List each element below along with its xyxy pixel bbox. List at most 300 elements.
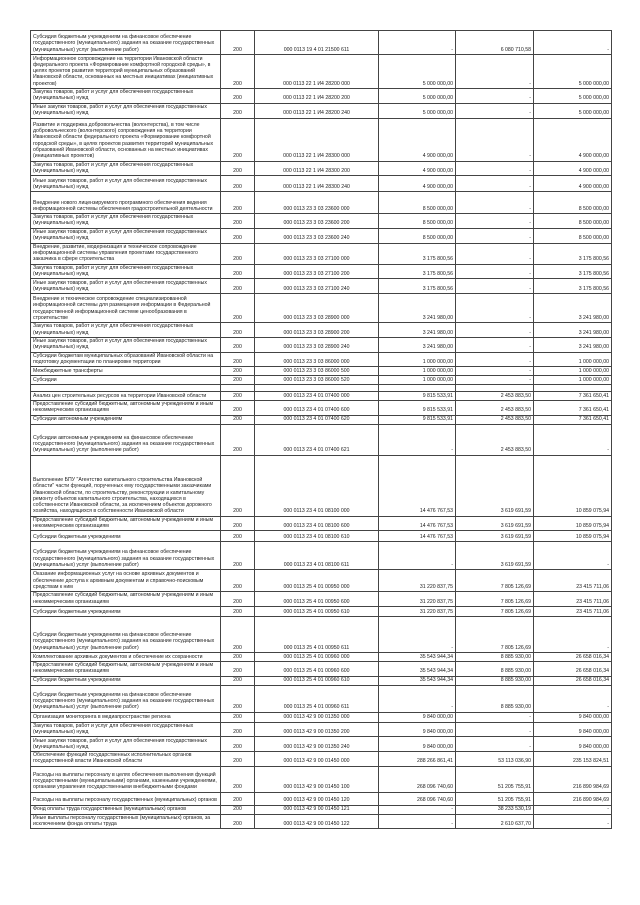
row-approved-cell: - — [379, 805, 456, 814]
row-code-cell: 200 — [221, 89, 255, 104]
table-row — [31, 89, 612, 104]
row-kbk-cell: 000 0113 23 3 03 28900 240 — [255, 337, 379, 352]
row-approved-cell: 3 175 800,56 — [379, 279, 456, 294]
row-kbk-cell: 000 0113 25 4 01 00950 600 — [255, 592, 379, 607]
row-unexecuted-cell: - — [534, 616, 612, 652]
row-unexecuted-cell: 7 361 650,41 — [534, 415, 612, 424]
row-kbk-cell: 000 0113 23 4 01 08100 611 — [255, 542, 379, 570]
row-unexecuted-cell: - — [534, 805, 612, 814]
row-executed-cell: 2 453 883,50 — [456, 424, 534, 455]
row-approved-cell: 268 096 740,60 — [379, 792, 456, 805]
row-name-cell: Иные закупки товаров, работ и услуг для обеспечения государственных (муниципальных) нужд — [31, 103, 221, 118]
row-code-cell: 200 — [221, 712, 255, 722]
row-executed-cell: 6 080 710,58 — [456, 31, 534, 55]
row-executed-cell: 2 453 883,50 — [456, 392, 534, 401]
row-name-cell: Закупка товаров, работ и услуг для обеспечения государственных (муниципальных) нужд — [31, 89, 221, 104]
row-code-cell: 200 — [221, 766, 255, 792]
row-approved-cell: 8 500 000,00 — [379, 228, 456, 243]
row-executed-cell: - — [456, 176, 534, 192]
row-kbk-cell: 000 0113 25 4 01 00960 610 — [255, 676, 379, 685]
row-approved-cell: 31 220 837,75 — [379, 570, 456, 592]
row-kbk-cell: 000 0113 23 4 01 08100 600 — [255, 516, 379, 531]
row-executed-cell: - — [456, 89, 534, 104]
row-unexecuted-cell: 9 840 000,00 — [534, 712, 612, 722]
row-code-cell: 200 — [221, 323, 255, 338]
row-executed-cell: - — [456, 323, 534, 338]
row-kbk-cell: 000 0113 25 4 01 00960 611 — [255, 685, 379, 712]
table-row — [31, 392, 612, 401]
table-row — [31, 592, 612, 607]
table-row — [31, 118, 612, 161]
row-name-cell: Закупка товаров, работ и услуг для обеспечения государственных (муниципальных) нужд — [31, 161, 221, 176]
row-name-cell — [31, 385, 221, 392]
row-executed-cell: 51 205 755,91 — [456, 792, 534, 805]
row-name-cell: Субсидии бюджетным учреждениям — [31, 676, 221, 685]
table-row — [31, 531, 612, 542]
row-approved-cell: - — [379, 616, 456, 652]
row-code-cell: 200 — [221, 294, 255, 323]
row-kbk-cell: 000 0113 23 3 03 27100 240 — [255, 279, 379, 294]
row-code-cell: 200 — [221, 455, 255, 516]
row-kbk-cell: 000 0113 22 1 И4 28300 000 — [255, 118, 379, 161]
row-unexecuted-cell: 26 658 016,34 — [534, 676, 612, 685]
row-approved-cell: 268 096 740,60 — [379, 766, 456, 792]
row-name-cell: Субсидии бюджетам муниципальных образований Ивановской области на подготовку документации по планировке территории — [31, 352, 221, 367]
row-unexecuted-cell: - — [534, 685, 612, 712]
row-approved-cell: 14 476 767,53 — [379, 455, 456, 516]
row-unexecuted-cell: 1 000 000,00 — [534, 367, 612, 376]
row-kbk-cell: 000 0113 23 4 01 08100 610 — [255, 531, 379, 542]
row-unexecuted-cell — [534, 385, 612, 392]
row-name-cell: Предоставление субсидий бюджетным, автономным учреждениям и иным некоммерческим организациям — [31, 401, 221, 416]
row-code-cell: 200 — [221, 661, 255, 676]
table-row — [31, 214, 612, 229]
budget-table-body — [31, 31, 612, 829]
row-name-cell: Иные закупки товаров, работ и услуг для обеспечения государственных (муниципальных) нужд — [31, 337, 221, 352]
row-name-cell: Предоставление субсидий бюджетным, автономным учреждениям и иным некоммерческим организациям — [31, 516, 221, 531]
row-code-cell: 200 — [221, 616, 255, 652]
row-name-cell: Закупка товаров, работ и услуг для обеспечения государственных (муниципальных) нужд — [31, 214, 221, 229]
row-kbk-cell: 000 0113 22 1 И4 28200 200 — [255, 89, 379, 104]
table-row — [31, 792, 612, 805]
row-executed-cell — [456, 385, 534, 392]
row-approved-cell: 35 543 944,34 — [379, 652, 456, 661]
row-executed-cell: 3 619 691,59 — [456, 542, 534, 570]
row-approved-cell: 9 815 533,91 — [379, 415, 456, 424]
row-executed-cell: - — [456, 294, 534, 323]
row-unexecuted-cell: - — [534, 424, 612, 455]
table-row — [31, 737, 612, 752]
row-executed-cell: - — [456, 192, 534, 214]
row-unexecuted-cell: 9 840 000,00 — [534, 737, 612, 752]
row-approved-cell: 1 000 000,00 — [379, 367, 456, 376]
row-code-cell: 200 — [221, 792, 255, 805]
row-approved-cell: 8 500 000,00 — [379, 214, 456, 229]
table-row — [31, 367, 612, 376]
row-code-cell: 200 — [221, 392, 255, 401]
row-approved-cell: 3 175 800,56 — [379, 243, 456, 264]
table-row — [31, 31, 612, 55]
table-row — [31, 652, 612, 661]
row-code-cell: 200 — [221, 118, 255, 161]
table-row — [31, 294, 612, 323]
row-name-cell: Иные выплаты персоналу государственных (муниципальных) органов, за исключением фонда оплаты труда — [31, 814, 221, 829]
row-kbk-cell: 000 0113 23 4 01 08100 000 — [255, 455, 379, 516]
row-code-cell: 200 — [221, 279, 255, 294]
row-kbk-cell: 000 0113 23 3 03 27100 000 — [255, 243, 379, 264]
table-row — [31, 516, 612, 531]
row-approved-cell: 31 220 837,75 — [379, 606, 456, 616]
row-name-cell: Организация мониторинга в медиапространстве региона — [31, 712, 221, 722]
table-row — [31, 376, 612, 385]
row-code-cell: 200 — [221, 531, 255, 542]
row-approved-cell: 9 840 000,00 — [379, 712, 456, 722]
row-executed-cell: 7 805 126,69 — [456, 592, 534, 607]
row-name-cell: Субсидии бюджетным учреждениям — [31, 531, 221, 542]
row-code-cell: 200 — [221, 685, 255, 712]
table-row — [31, 401, 612, 416]
table-row — [31, 55, 612, 89]
row-code-cell: 200 — [221, 243, 255, 264]
table-row — [31, 805, 612, 814]
row-code-cell: 200 — [221, 176, 255, 192]
table-row — [31, 676, 612, 685]
row-code-cell: 200 — [221, 722, 255, 737]
row-kbk-cell: 000 0113 25 4 01 00950 000 — [255, 570, 379, 592]
row-kbk-cell: 000 0113 23 3 03 28900 200 — [255, 323, 379, 338]
row-code-cell: 200 — [221, 814, 255, 829]
budget-table — [30, 30, 612, 829]
row-executed-cell: 53 113 036,90 — [456, 752, 534, 767]
row-unexecuted-cell: 26 658 016,34 — [534, 661, 612, 676]
row-approved-cell — [379, 385, 456, 392]
row-executed-cell: 2 453 883,50 — [456, 415, 534, 424]
row-executed-cell: - — [456, 243, 534, 264]
row-executed-cell: - — [456, 737, 534, 752]
row-unexecuted-cell: 216 890 984,69 — [534, 766, 612, 792]
row-name-cell: Предоставление субсидий бюджетным, автономным учреждениям и иным некоммерческим организациям — [31, 592, 221, 607]
table-row — [31, 192, 612, 214]
row-kbk-cell: 000 0113 25 4 01 00950 610 — [255, 606, 379, 616]
row-name-cell: Внедрение, развитие, модернизация и техническое сопровождение информационной системы управления проектами государственного заказчика в сфере строительства — [31, 243, 221, 264]
row-code-cell: 200 — [221, 55, 255, 89]
row-name-cell: Межбюджетные трансферты — [31, 367, 221, 376]
row-unexecuted-cell: 1 000 000,00 — [534, 352, 612, 367]
row-executed-cell: 51 205 755,91 — [456, 766, 534, 792]
row-kbk-cell: 000 0113 22 1 И4 28300 240 — [255, 176, 379, 192]
row-approved-cell: 9 815 533,91 — [379, 392, 456, 401]
row-kbk-cell: 000 0113 42 9 00 01350 000 — [255, 712, 379, 722]
table-row — [31, 814, 612, 829]
row-name-cell: Субсидии автономным учреждениям на финансовое обеспечение государственного (муниципального) задания на оказание государственных (муниципальных) услуг (выполнение работ) — [31, 424, 221, 455]
table-row — [31, 264, 612, 279]
row-unexecuted-cell: 23 415 711,06 — [534, 570, 612, 592]
row-kbk-cell: 000 0113 42 9 00 01450 122 — [255, 814, 379, 829]
row-code-cell: 200 — [221, 606, 255, 616]
row-unexecuted-cell: 4 900 000,00 — [534, 176, 612, 192]
table-row — [31, 385, 612, 392]
row-unexecuted-cell: 23 415 711,06 — [534, 606, 612, 616]
row-unexecuted-cell: 235 153 824,51 — [534, 752, 612, 767]
row-unexecuted-cell: - — [534, 542, 612, 570]
row-executed-cell: 3 619 691,59 — [456, 455, 534, 516]
row-kbk-cell: 000 0113 42 9 00 01350 200 — [255, 722, 379, 737]
row-unexecuted-cell: 23 415 711,06 — [534, 592, 612, 607]
row-approved-cell: 3 241 980,00 — [379, 294, 456, 323]
row-unexecuted-cell: 7 361 650,41 — [534, 401, 612, 416]
row-kbk-cell: 000 0113 25 4 01 00960 000 — [255, 652, 379, 661]
row-name-cell: Предоставление субсидий бюджетным, автономным учреждениям и иным некоммерческим организациям — [31, 661, 221, 676]
row-executed-cell: 3 619 691,59 — [456, 531, 534, 542]
row-code-cell: 200 — [221, 214, 255, 229]
row-unexecuted-cell: 10 859 075,94 — [534, 516, 612, 531]
row-approved-cell: 35 543 944,34 — [379, 676, 456, 685]
row-code-cell: 200 — [221, 737, 255, 752]
row-executed-cell: 7 805 126,69 — [456, 616, 534, 652]
row-code-cell: 200 — [221, 516, 255, 531]
row-kbk-cell: 000 0113 23 3 03 86000 500 — [255, 367, 379, 376]
row-executed-cell: 7 805 126,69 — [456, 570, 534, 592]
table-row — [31, 243, 612, 264]
row-unexecuted-cell: 1 000 000,00 — [534, 376, 612, 385]
row-executed-cell: 8 885 930,00 — [456, 676, 534, 685]
row-code-cell: 200 — [221, 31, 255, 55]
row-unexecuted-cell: 5 000 000,00 — [534, 103, 612, 118]
row-approved-cell: 14 476 767,53 — [379, 516, 456, 531]
row-name-cell: Информационное сопровождение на территории Ивановской области федерального проекта «Формирование комфортной городской среды», в целях проектов развития территорий муниципальных образований Ивановской области, основанных на местных инициативах (инициативных проектов) — [31, 55, 221, 89]
table-row — [31, 415, 612, 424]
table-row — [31, 424, 612, 455]
row-executed-cell: 8 885 930,00 — [456, 652, 534, 661]
row-executed-cell: - — [456, 228, 534, 243]
row-executed-cell: - — [456, 161, 534, 176]
row-executed-cell: - — [456, 264, 534, 279]
table-row — [31, 455, 612, 516]
row-unexecuted-cell: 3 241 980,00 — [534, 294, 612, 323]
row-code-cell: 200 — [221, 192, 255, 214]
table-row — [31, 279, 612, 294]
row-approved-cell: 3 175 800,56 — [379, 264, 456, 279]
row-kbk-cell — [255, 385, 379, 392]
row-kbk-cell: 000 0113 42 9 00 01450 121 — [255, 805, 379, 814]
row-unexecuted-cell: 3 175 800,56 — [534, 243, 612, 264]
row-approved-cell: - — [379, 542, 456, 570]
row-kbk-cell: 000 0113 22 1 И4 28200 240 — [255, 103, 379, 118]
row-kbk-cell: 000 0113 23 4 01 07400 620 — [255, 415, 379, 424]
row-name-cell: Комплектование архивных документов и обеспечение их сохранности — [31, 652, 221, 661]
row-unexecuted-cell: - — [534, 31, 612, 55]
table-row — [31, 542, 612, 570]
table-row — [31, 712, 612, 722]
row-name-cell: Расходы на выплаты персоналу государственных (муниципальных) органов — [31, 792, 221, 805]
row-kbk-cell: 000 0113 23 3 03 23600 200 — [255, 214, 379, 229]
row-approved-cell: 8 500 000,00 — [379, 192, 456, 214]
row-executed-cell: - — [456, 55, 534, 89]
row-kbk-cell: 000 0113 25 4 01 00950 611 — [255, 616, 379, 652]
table-row — [31, 606, 612, 616]
row-code-cell: 200 — [221, 570, 255, 592]
row-executed-cell: 8 885 930,00 — [456, 685, 534, 712]
row-name-cell: Субсидии — [31, 376, 221, 385]
table-row — [31, 228, 612, 243]
row-executed-cell: 38 233 530,19 — [456, 805, 534, 814]
row-kbk-cell: 000 0113 42 9 00 01450 000 — [255, 752, 379, 767]
row-approved-cell: 9 815 533,91 — [379, 401, 456, 416]
table-row — [31, 752, 612, 767]
row-code-cell: 200 — [221, 752, 255, 767]
row-name-cell: Закупка товаров, работ и услуг для обеспечения государственных (муниципальных) нужд — [31, 323, 221, 338]
row-executed-cell: - — [456, 367, 534, 376]
row-name-cell: Иные закупки товаров, работ и услуг для обеспечения государственных (муниципальных) нужд — [31, 737, 221, 752]
table-row — [31, 661, 612, 676]
row-approved-cell: 3 241 980,00 — [379, 337, 456, 352]
row-executed-cell: 8 885 930,00 — [456, 661, 534, 676]
table-row — [31, 337, 612, 352]
row-kbk-cell: 000 0113 25 4 01 00960 600 — [255, 661, 379, 676]
row-kbk-cell: 000 0113 23 3 03 23600 240 — [255, 228, 379, 243]
row-name-cell: Внедрение и техническое сопровождение специализированной информационной системы для размещения информации в Федеральной государственной информационной системе ценообразования в строительстве — [31, 294, 221, 323]
row-executed-cell: - — [456, 214, 534, 229]
row-kbk-cell: 000 0113 23 3 03 86000 520 — [255, 376, 379, 385]
row-code-cell: 200 — [221, 376, 255, 385]
row-executed-cell: - — [456, 712, 534, 722]
row-name-cell: Субсидии бюджетным учреждениям на финансовое обеспечение государственного (муниципального) задания на оказание государственных (муниципальных) услуг (выполнение работ) — [31, 616, 221, 652]
row-approved-cell: 1 000 000,00 — [379, 376, 456, 385]
row-executed-cell: - — [456, 376, 534, 385]
row-unexecuted-cell: 8 500 000,00 — [534, 214, 612, 229]
row-approved-cell: - — [379, 31, 456, 55]
row-kbk-cell: 000 0113 42 9 00 01350 240 — [255, 737, 379, 752]
row-name-cell: Анализ цен строительных ресурсов на территории Ивановской области — [31, 392, 221, 401]
row-code-cell: 200 — [221, 415, 255, 424]
row-approved-cell: 9 840 000,00 — [379, 737, 456, 752]
row-kbk-cell: 000 0113 23 3 03 27100 200 — [255, 264, 379, 279]
row-name-cell: Субсидии автономным учреждениям — [31, 415, 221, 424]
row-code-cell: 200 — [221, 228, 255, 243]
row-kbk-cell: 000 0113 23 3 03 23600 000 — [255, 192, 379, 214]
row-unexecuted-cell: 5 000 000,00 — [534, 55, 612, 89]
row-approved-cell: 9 840 000,00 — [379, 722, 456, 737]
row-kbk-cell: 000 0113 19 4 01 21500 611 — [255, 31, 379, 55]
row-kbk-cell: 000 0113 23 4 01 07400 621 — [255, 424, 379, 455]
row-code-cell: 200 — [221, 592, 255, 607]
table-row — [31, 352, 612, 367]
table-row — [31, 616, 612, 652]
row-approved-cell: 4 900 000,00 — [379, 118, 456, 161]
row-name-cell: Субсидии бюджетным учреждениям — [31, 606, 221, 616]
row-unexecuted-cell: 8 500 000,00 — [534, 192, 612, 214]
row-unexecuted-cell: 26 658 016,34 — [534, 652, 612, 661]
row-name-cell: Закупка товаров, работ и услуг для обеспечения государственных (муниципальных) нужд — [31, 264, 221, 279]
row-code-cell: 200 — [221, 805, 255, 814]
row-name-cell: Фонд оплаты труда государственных (муниципальных) органов — [31, 805, 221, 814]
row-code-cell: 200 — [221, 352, 255, 367]
table-row — [31, 722, 612, 737]
row-name-cell: Иные закупки товаров, работ и услуг для обеспечения государственных (муниципальных) нужд — [31, 176, 221, 192]
row-unexecuted-cell: 10 859 075,94 — [534, 455, 612, 516]
row-approved-cell: 4 900 000,00 — [379, 176, 456, 192]
row-name-cell: Иные закупки товаров, работ и услуг для обеспечения государственных (муниципальных) нужд — [31, 228, 221, 243]
row-approved-cell: 288 266 861,41 — [379, 752, 456, 767]
row-name-cell: Внедрение нового лицензируемого программного обеспечения ведения информационной системы обеспечения градостроительной деятельности — [31, 192, 221, 214]
row-unexecuted-cell: 3 175 800,56 — [534, 264, 612, 279]
row-code-cell: 200 — [221, 264, 255, 279]
row-approved-cell: - — [379, 424, 456, 455]
row-code-cell: 200 — [221, 161, 255, 176]
row-unexecuted-cell: 4 900 000,00 — [534, 161, 612, 176]
row-approved-cell: 35 543 944,34 — [379, 661, 456, 676]
row-name-cell: Расходы на выплаты персоналу в целях обеспечения выполнения функций государственными (муниципальными) органами, казенными учреждениями, органами управления государственными внебюджетными фондами — [31, 766, 221, 792]
row-kbk-cell: 000 0113 23 3 03 86000 000 — [255, 352, 379, 367]
row-approved-cell: 1 000 000,00 — [379, 352, 456, 367]
row-unexecuted-cell: 216 890 984,69 — [534, 792, 612, 805]
row-code-cell: 200 — [221, 542, 255, 570]
row-kbk-cell: 000 0113 23 4 01 07400 000 — [255, 392, 379, 401]
row-kbk-cell: 000 0113 23 4 01 07400 600 — [255, 401, 379, 416]
row-unexecuted-cell: 10 859 075,94 — [534, 531, 612, 542]
row-unexecuted-cell: 9 840 000,00 — [534, 722, 612, 737]
row-unexecuted-cell: - — [534, 814, 612, 829]
row-approved-cell: 31 220 837,75 — [379, 592, 456, 607]
row-executed-cell: - — [456, 103, 534, 118]
row-approved-cell: - — [379, 814, 456, 829]
table-row — [31, 161, 612, 176]
row-code-cell: 200 — [221, 424, 255, 455]
row-executed-cell: - — [456, 118, 534, 161]
table-row — [31, 766, 612, 792]
row-approved-cell: 5 000 000,00 — [379, 55, 456, 89]
row-unexecuted-cell: 8 500 000,00 — [534, 228, 612, 243]
row-name-cell: Оказание информационных услуг на основе архивных документов и обеспечение доступа к архивным документам и справочно-поисковым средствам к ним — [31, 570, 221, 592]
row-kbk-cell: 000 0113 22 1 И4 28300 200 — [255, 161, 379, 176]
row-name-cell: Закупка товаров, работ и услуг для обеспечения государственных (муниципальных) нужд — [31, 722, 221, 737]
row-name-cell: Субсидии бюджетным учреждениям на финансовое обеспечение государственного (муниципального) задания на оказание государственных (муниципальных) услуг (выполнение работ) — [31, 685, 221, 712]
table-row — [31, 176, 612, 192]
row-name-cell: Развитие и поддержка добровольчества (волонтерства), в том числе добровольческого (волонтерского) сопровождения на территории Ивановской области федерального проекта «Формирование комфортной городской среды», в целях проектов развития территорий муниципальных образований Ивановской области, основанных на местных инициативах (инициативных проектов) — [31, 118, 221, 161]
row-unexecuted-cell: 4 900 000,00 — [534, 118, 612, 161]
row-approved-cell: - — [379, 685, 456, 712]
row-kbk-cell: 000 0113 23 3 03 28900 000 — [255, 294, 379, 323]
row-approved-cell: 5 000 000,00 — [379, 89, 456, 104]
row-name-cell: Выполнение БПУ "Агентство капитального строительства Ивановской области" части функций, порученных ему государственными заказчиками Ивановской области, по строительству, реконструкции и капитальному ремонту объектов капитального строительства, находящихся в собственности Ивановской области, за исключением объектов дорожного хозяйства, находящихся в собственности Ивановской области — [31, 455, 221, 516]
table-row — [31, 570, 612, 592]
row-code-cell: 200 — [221, 676, 255, 685]
row-executed-cell: - — [456, 279, 534, 294]
row-executed-cell: - — [456, 352, 534, 367]
table-row — [31, 103, 612, 118]
row-executed-cell: 7 805 126,69 — [456, 606, 534, 616]
row-unexecuted-cell: 3 175 800,56 — [534, 279, 612, 294]
row-kbk-cell: 000 0113 22 1 И4 28200 000 — [255, 55, 379, 89]
row-unexecuted-cell: 7 361 650,41 — [534, 392, 612, 401]
row-code-cell — [221, 385, 255, 392]
row-code-cell: 200 — [221, 401, 255, 416]
row-executed-cell: 2 453 883,50 — [456, 401, 534, 416]
row-kbk-cell: 000 0113 42 9 00 01450 100 — [255, 766, 379, 792]
row-kbk-cell: 000 0113 42 9 00 01450 120 — [255, 792, 379, 805]
row-approved-cell: 4 900 000,00 — [379, 161, 456, 176]
row-name-cell: Субсидии бюджетным учреждениям на финансовое обеспечение государственного (муниципального) задания на оказание государственных (муниципальных) услуг (выполнение работ) — [31, 542, 221, 570]
row-approved-cell: 3 241 980,00 — [379, 323, 456, 338]
row-code-cell: 200 — [221, 103, 255, 118]
row-name-cell: Иные закупки товаров, работ и услуг для обеспечения государственных (муниципальных) нужд — [31, 279, 221, 294]
row-name-cell: Обеспечение функций государственных исполнительных органов государственной власти Ивановской области — [31, 752, 221, 767]
table-row — [31, 323, 612, 338]
row-name-cell: Субсидия бюджетным учреждениям на финансовое обеспечение государственного (муниципального) задания на оказание государственных (муниципальных) услуг (выполнение работ) — [31, 31, 221, 55]
row-executed-cell: - — [456, 337, 534, 352]
row-code-cell: 200 — [221, 337, 255, 352]
row-code-cell: 200 — [221, 367, 255, 376]
